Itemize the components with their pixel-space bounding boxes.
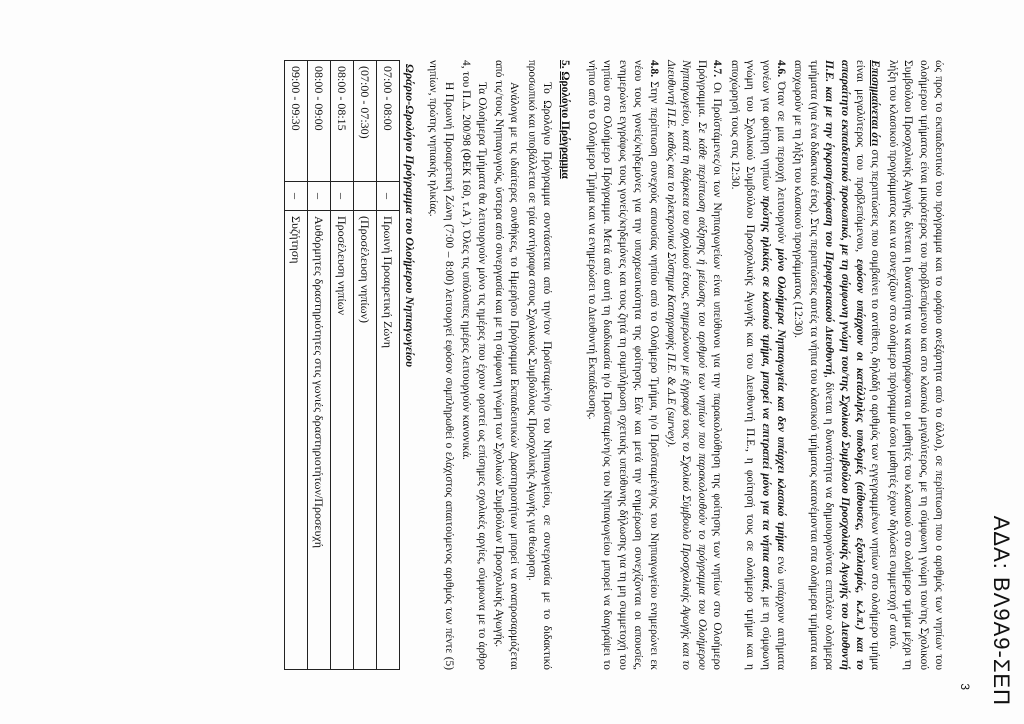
time-cell: (07:00 - 07:30) bbox=[353, 61, 376, 182]
time-cell: 08:00 - 09:00 bbox=[307, 61, 330, 182]
page-number: 3 bbox=[958, 683, 972, 690]
schedule-table bbox=[284, 60, 419, 670]
activity-cell: (Προσέλευση νηπίων) bbox=[353, 211, 376, 670]
paragraph-notice bbox=[790, 60, 882, 670]
section-paragraph: Το Ωρολόγιο Πρόγραμμα συντάσσεται από την/τον Προϊσταμένη/ο του Νηπιαγωγείου, σε συνεργασία με το διδακτικό προσωπικό και υποβάλλεται σε τρία αντίγραφα στους Σχολικούς Συμβούλους Προσχολικής Αγωγής για θεώρηση. bbox=[525, 60, 554, 670]
notice-lead: Επισημαίνεται ότι bbox=[869, 60, 882, 147]
dash-cell: – bbox=[330, 182, 353, 211]
dash-cell: – bbox=[376, 182, 399, 211]
clause-text-3: , με τη σύμφωνη γνώμη του Σχολικού Συμβούλου Προσχολικής Αγωγής και του Διευθυντή Π.Ε., η φοίτησή τους σε ολοήμερο τμήμα και η αποχώρησή τους στις 12:30. bbox=[728, 60, 772, 670]
clause-bold-1: μόνο Ολοήμερα Νηπιαγωγεία και δεν υπάρχει κλασικό τμήμα bbox=[774, 248, 787, 552]
notice-text-2: , δίνεται η δυνατότητα να δημιουργούνται επιπλέον ολοήμερα τμήματα (για ένα διδακτικό έτος). Στις περιπτώσεις αυτές τα νήπια του κλασικού τμήματος κατανέμονται στα ολοήμερα τμήματα και αποχωρούν με τη λήξη του κλασικού προγράμματος (12:30). bbox=[792, 60, 836, 670]
dash-cell bbox=[353, 182, 376, 211]
activity-cell: Αυθόρμητες δραστηριότητες στις γωνιές δραστηριοτήτων/Προσευχή bbox=[307, 211, 330, 670]
paragraph-4-6 bbox=[726, 60, 788, 670]
activity-cell: Προσέλευση νηπίων bbox=[330, 211, 353, 670]
clause-italic: Σε κάθε περίπτωση αύξησης ή μείωσης του αριθμού των νηπίων που παρακολουθούν το πρόγραμμα του Ολοήμερου Νηπιαγωγείου, κατά τη διάρκεια του σχολικού έτους, ενημερώνουν με έγγραφό τους το Σχολικό Σύμβουλο Προσχολικής Αγωγής και το Διευθυντή Π.Ε. καθώς και το ηλεκτρονικό Σύστημα Καταγραφής Π.Ε. & Δ.Ε (survey). bbox=[665, 60, 708, 670]
activity-cell: Πρωινή Προαιρετική Ζώνη bbox=[376, 211, 399, 670]
notice-text-1: στις περιπτώσεις που συμβαίνει το αντίθετο, δηλαδή ο αριθμός των εγγεγραμμένων νηπίων στο ολοήμερο τμήμα είναι μεγαλύτερος του προβλεπόμενου, bbox=[853, 60, 882, 670]
clause-number: 4.6. bbox=[774, 60, 787, 78]
time-cell: 08:00 - 08:15 bbox=[330, 61, 353, 182]
table-row bbox=[307, 61, 330, 670]
clause-bold-2: πρώτης ηλικίας σε κλασικό τμήμα, μπορεί να επιτραπεί μόνο για τα νήπια αυτά bbox=[759, 195, 772, 590]
table-row bbox=[376, 61, 399, 670]
section-paragraph: Τα Ολοήμερα Τμήματα θα λειτουργούν μόνο τις ημέρες που έχουν οριστεί ως επίσημες σχολικές αργίες, σύμφωνα με το άρθρο 4, του Π.Δ. 200/98 (ΦΕΚ 160, τ.Α΄). Όλες τις υπόλοιπες ημέρες λειτουργούν κανονικά. bbox=[460, 60, 488, 670]
table-row bbox=[284, 61, 307, 670]
document-body bbox=[284, 60, 946, 670]
clause-number: 4.8. bbox=[647, 60, 660, 78]
table-row bbox=[330, 61, 353, 670]
paragraph-continuation: ώς προς το εκπαιδευτικό του πρόγραμμα και το ωράριο ανεξάρτητα από το άλλο), σε περίπτωση που ο αριθμός των νηπίων του ολοήμερου τμήματος είναι μικρότερος του προβλεπόμενου και στο κλασικό μεγαλύτερος, με τη σύμφωνη γνώμη του/της Σχολικού Συμβούλου Προσχολικής Αγωγής, δίνεται η δυνατότητα να καταγράφονται οι μαθητές του κλασικού στο ολοήμερο τμήμα μέχρι τη λήξη του κλασικού προγράμματος και να συνεχίζουν στο ολοήμερο πρόγραμμα όσοι μαθητές έχουν δηλώσει συμμετοχή σ' αυτό. bbox=[886, 60, 945, 670]
activity-cell: Συζήτηση bbox=[284, 211, 307, 670]
table-caption: Ωράριο-Ωρολόγιο Πρόγραμμα του Ολοήμερου Νηπιαγωγείου bbox=[403, 64, 417, 368]
section-paragraph: Η Πρωινή Προαιρετική Ζώνη (7:00 – 8:00) λειτουργεί εφόσον συμπληρωθεί ο ελάχιστος απαιτούμενος αριθμός των πέντε (5) νηπίων, πρώτης νηπιακής ηλικίας. bbox=[427, 60, 455, 670]
clause-text-2: ενώ υπάρχουν αιτήματα γονέων για φοίτηση νηπίων bbox=[759, 60, 787, 671]
dash-cell: – bbox=[307, 182, 330, 211]
notice-bold-1: εφόσον υπάρχουν οι κατάλληλες υποδομές (αίθουσες, εξοπλισμός, κ.λ.π.) και το απαραίτητο εκπαιδευτικό προσωπικό, με τη σύμφωνη γνώμη του/της Σχολικού Συμβούλου Προσχολικής Αγωγής του Διευθυντή Π.Ε. και με την έγκριση/απόφαση του Περιφερειακού Διευθυντή bbox=[823, 60, 866, 670]
paragraph-4-8 bbox=[584, 60, 661, 670]
dash-cell: – bbox=[284, 182, 307, 211]
time-cell: 09:00 - 09:30 bbox=[284, 61, 307, 182]
section-heading bbox=[556, 60, 571, 670]
section-number: 5. bbox=[558, 60, 571, 69]
clause-text-1: Στην περίπτωση συνεχούς απουσίας νηπίου από το Ολοήμερο Τμήμα, η/ο Προϊσταμένη/ος του Νηπιαγωγείου ενημερώνει εκ νέου τους γονείς/κηδεμόνες για την υποχρεωτικότητα της φοίτησης. Εάν και μετά την ενημέρωση συνεχίζονται οι απουσίες, ενημερώνει εγγράφως τους γονείς/κηδεμόνες και τους ζητά τη συμπλήρωση σχετικής υπεύθυνης δήλωσης για τη μη συμμετοχή του νηπίου στο Ολοήμερο Πρόγραμμα. Μετά από αυτή τη διαδικασία η/ο Προϊσταμένη/ος του Νηπιαγωγείου μπορεί να διαγράψει το νήπιο από το Ολοήμερο Τμήμα και να ενημερώσει το Διευθυντή Εκπαίδευσης. bbox=[586, 60, 660, 670]
table-row bbox=[353, 61, 376, 670]
time-cell: 07:00 - 08:00 bbox=[376, 61, 399, 182]
section-title: Ωρολόγιο Πρόγραμμα bbox=[558, 71, 571, 179]
paragraph-4-7 bbox=[663, 60, 725, 670]
clause-text-1: Όταν σε μια περιοχή λειτουργούν bbox=[774, 77, 787, 249]
clause-text-1: Οι Προϊστάμενες/οι των Νηπιαγωγείων είναι υπεύθυνοι για την παρακολούθηση της φοίτησης των νηπίων στο Ολοήμερο Πρόγραμμα. bbox=[695, 60, 724, 670]
clause-number: 4.7. bbox=[711, 60, 724, 78]
section-paragraph: Ανάλογα με τις ιδιαίτερες συνθήκες, το Ημερήσιο Πρόγραμμα Εκπαιδευτικών Δραστηριοτήτων μπορεί να αναπροσαρμόζεται από τις/τους Νηπιαγωγούς, ύστερα από συνεργασία και με τη σύμφωνη γνώμη των Σχολικών Συμβούλων Προσχολικής Αγωγής. bbox=[493, 60, 521, 670]
ada-code: ΑΔΑ: ΒΛ9Α9-ΣΕΠ bbox=[989, 515, 1014, 706]
